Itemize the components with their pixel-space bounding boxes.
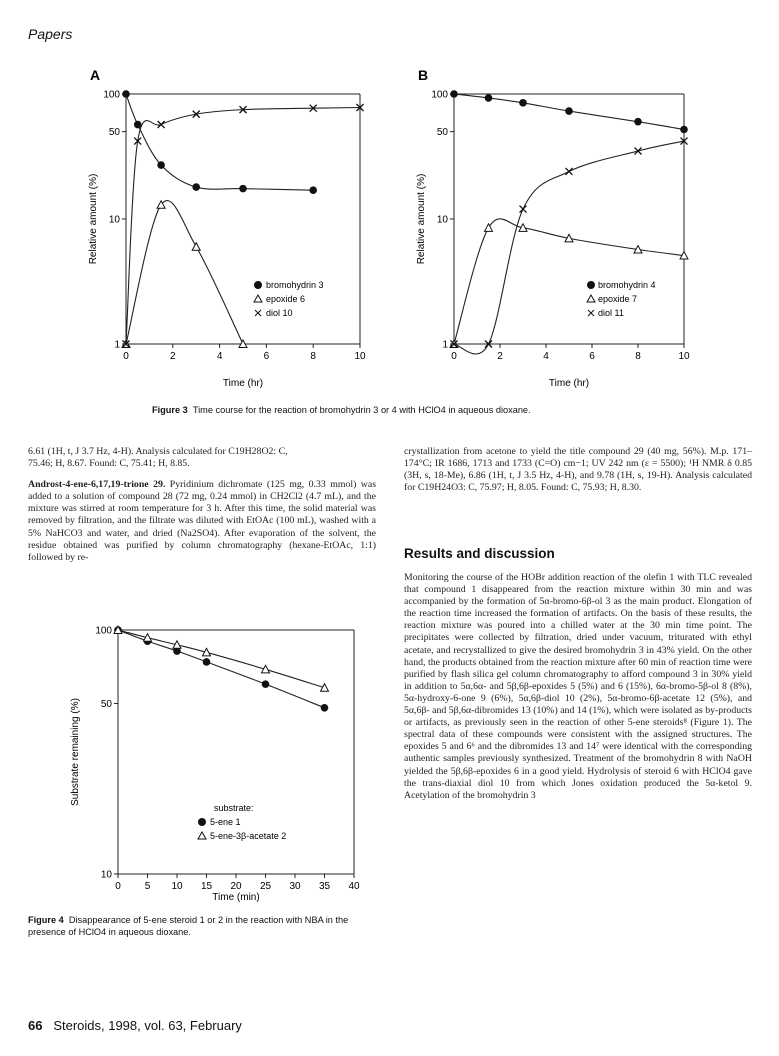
left-column-top [28, 446, 376, 564]
running-header: Papers [28, 26, 73, 42]
y-tick-label: 10 [108, 214, 120, 226]
legend-marker-5-ene-acetate-2 [198, 832, 206, 839]
legend-marker-diol [588, 310, 594, 316]
x-tick-label: 10 [171, 881, 183, 892]
text-line: 6.61 (1H, t, J 3.7 Hz, 4-H). Analysis calculated for C19H28O2: C, [28, 446, 288, 457]
legend-a [254, 280, 324, 318]
figure3-panel-a [60, 66, 380, 396]
data-point-bromohydrin-3 [239, 185, 247, 193]
x-tick-label: 20 [230, 881, 242, 892]
data-point-bromohydrin-4 [565, 107, 573, 115]
data-point-epoxide-6 [192, 243, 200, 251]
x-tick-label: 8 [635, 351, 641, 362]
x-tick-label: 15 [200, 881, 213, 892]
legend-marker-epoxide [587, 295, 595, 302]
x-tick-label: 6 [263, 351, 270, 362]
panel-label-a: A [90, 67, 101, 83]
data-point-5-ene-3-acetate-2 [321, 684, 329, 692]
x-tick-label: 10 [678, 351, 690, 362]
y-tick-label: 100 [103, 89, 120, 101]
legend-marker-epoxide [254, 295, 262, 302]
x-tick-label: 25 [259, 881, 272, 892]
figure4-caption [28, 914, 373, 938]
data-point-bromohydrin-4 [485, 94, 493, 102]
results-paragraph: Monitoring the course of the HOBr addition reaction of the olefin 1 with TLC revealed that compound 1 disappeared from the reaction mixture within 30 min and was accompanied by the formation of 5α-bromo-6β-ol 3 as the main product. Elongation of the reaction time increased the formation of artifacts. On the basis of these results, the reaction mixture was poured into a chilled water at the 30 min time point. The precipitates were collected by filtration, dried under vacuum, triturated with ethyl acetate, and recrystallized to give the desired bromohydrin 3 in 43% yield. On the other hand, the products obtained from the reaction mixture after 60 min of reaction time were purified by flash silica gel column chromatography to afford compound 3 in 30% yield in addition to 5α,6α- and 5β,6β-epoxides 5 (5%) and 6 (15%), 6α-bromo-5β-ol 8 (8%), 5α-hydroxy-6-one 9 (6%), 5α,6β-diol 10 (2%), 5α-bromo-6β-acetate 12 (5%), and 5α,6β- and 5β,6α-dibromides 13 (10%) and 14 (1%), which were isolated as by-products or artifacts, as previously seen in the reaction of other 5-ene steroids⁸ (Figure 1). The spectral data of these compounds were consistent with the assigned structures. The epoxides 5 and 6⁶ and the dibromides 13 and 14⁷ were identical with the corresponding authentic samples previously synthesized. Treatment of the bromohydrin 8 with NaOH yielded the 5β,6β-epoxides 6 in a good yield. Hydrolysis of steroid 6 with HClO4 gave the trans-diaxial diol 10 from which Jones oxidation produced the 5α-ketol 9. Acetylation of the bromohydrin 3 [404, 572, 752, 801]
legend-marker-diol [255, 310, 261, 316]
y-tick-label: 1 [114, 339, 120, 351]
text-line: 75.46; H, 8.67. Found: C, 75.41; H, 8.85. [28, 458, 190, 470]
y-tick-label: 100 [431, 89, 448, 101]
data-point-5-ene-1 [203, 658, 211, 666]
legend-b [587, 280, 656, 318]
data-point-bromohydrin-4 [519, 99, 527, 107]
y-tick-label: 10 [436, 214, 448, 226]
figure3-panel-b [388, 66, 708, 396]
data-point-diol-11 [566, 168, 573, 175]
legend-title: substrate: [214, 803, 254, 813]
paragraph-body: Pyridinium dichromate (125 mg, 0.33 mmol) was added to a solution of compound 28 (72 mg, 0.24 mmol) in CH2Cl2 (4.7 mL), and the mixture was stirred at room temperature for 3 h. After this time, the solid material was removed by filtration, and the filtrate was diluted with EtOAc (100 mL), washed with a 5% NaHCO3 and water, and dried (Na2SO4). After evaporation of the solvent, the residue obtained was purified by column chromatography (hexane-EtOAc, 1:1) followed by re- [28, 479, 377, 563]
legend-epoxide-6: epoxide 6 [266, 294, 306, 304]
figure3-caption-text: Time course for the reaction of bromohydrin 3 or 4 with HClO4 in aqueous dioxane. [192, 405, 531, 415]
compound-title: Androst-4-ene-6,17,19-trione 29. [28, 479, 166, 491]
experimental-paragraph [28, 479, 376, 564]
data-point-bromohydrin-4 [450, 90, 458, 98]
data-point-diol-11 [520, 206, 527, 213]
x-tick-label: 40 [348, 881, 360, 892]
data-point-bromohydrin-4 [634, 118, 642, 126]
x-tick-label: 2 [170, 351, 176, 362]
data-point-bromohydrin-4 [680, 126, 688, 134]
page-number: 66 [28, 1018, 43, 1033]
x-tick-label: 2 [497, 351, 503, 362]
x-tick-label: 5 [144, 881, 151, 892]
x-tick-label: 10 [354, 351, 366, 362]
panel-label-b: B [418, 67, 429, 83]
right-column-top [404, 446, 752, 494]
x-tick-label: 4 [216, 351, 223, 362]
x-axis-label: Time (hr) [548, 378, 590, 389]
y-axis-label: Relative amount (%) [88, 173, 99, 265]
data-point-bromohydrin-3 [157, 161, 165, 169]
data-point-diol-11 [635, 147, 642, 154]
data-point-bromohydrin-3 [309, 186, 317, 194]
figure4-caption-text: Disappearance of 5-ene steroid 1 or 2 in the reaction with NBA in the presence of HClO4 in aqueous dioxane. [28, 915, 349, 937]
x-tick-label: 35 [318, 881, 331, 892]
x-axis-label: Time (hr) [222, 378, 264, 389]
data-point-bromohydrin-3 [192, 183, 200, 191]
data-point-bromohydrin-3 [122, 90, 130, 98]
legend-marker-bromohydrin [587, 281, 595, 289]
y-tick-label: 100 [95, 625, 112, 637]
x-axis-label: Time (min) [212, 892, 260, 903]
series-line-diol-10 [126, 107, 360, 344]
legend-marker-bromohydrin [254, 281, 262, 289]
figure4-caption-label: Figure 4 [28, 915, 64, 925]
y-tick-label: 50 [108, 127, 120, 139]
journal-info: Steroids, 1998, vol. 63, February [53, 1018, 242, 1033]
legend-5-ene-acetate-2: 5-ene-3β-acetate 2 [210, 831, 287, 841]
data-point-5-ene-1 [262, 680, 270, 688]
x-tick-label: 6 [589, 351, 595, 362]
figure3-caption-label: Figure 3 [152, 405, 188, 415]
y-axis-label: Relative amount (%) [416, 173, 427, 265]
x-tick-label: 30 [289, 881, 301, 892]
legend-5-ene-1: 5-ene 1 [210, 817, 241, 827]
x-tick-label: 0 [123, 351, 129, 362]
x-tick-label: 0 [451, 351, 457, 362]
series-line-epoxide-6 [126, 201, 243, 344]
y-axis-label: Substrate remaining (%) [70, 698, 81, 806]
legend-epoxide-7: epoxide 7 [598, 294, 638, 304]
figure3-caption [152, 404, 752, 416]
y-tick-label: 50 [100, 698, 112, 710]
y-tick-label: 1 [442, 339, 448, 351]
data-point-5-ene-1 [321, 704, 329, 712]
section-heading-results: Results and discussion [404, 546, 555, 561]
y-tick-label: 50 [436, 127, 448, 139]
legend-4 [198, 803, 286, 841]
figure4-chart [52, 618, 372, 908]
series-line-diol-11 [454, 141, 684, 354]
legend-diol-11: diol 11 [598, 308, 624, 318]
legend-bromohydrin-4: bromohydrin 4 [598, 280, 656, 290]
x-tick-label: 0 [115, 881, 121, 892]
x-tick-label: 4 [543, 351, 549, 362]
legend-bromohydrin-3: bromohydrin 3 [266, 280, 324, 290]
data-point-5-ene-3-acetate-2 [262, 665, 270, 673]
legend-marker-5-ene-1 [198, 818, 206, 826]
y-tick-label: 10 [100, 869, 112, 881]
page-footer [28, 1018, 242, 1033]
data-point-epoxide-7 [485, 224, 493, 232]
legend-diol-10: diol 10 [266, 308, 293, 318]
x-tick-label: 8 [310, 351, 316, 362]
experimental-continuation: crystallization from acetone to yield the title compound 29 (40 mg, 56%). M.p. 171–174°C; IR 1686, 1713 and 1733 (C=O) cm−1; UV 242 nm (ε = 5500); ¹H NMR δ 0.85 (3H, s, 18-Me), 6.86 (1H, t, J 3.5 Hz, 4-H), and 9.78 (1H, s, 19-H). Analysis calculated for C19H24O3: C, 75.97; H, 8.05. Found: C, 75.93; H, 8.30. [404, 446, 752, 494]
